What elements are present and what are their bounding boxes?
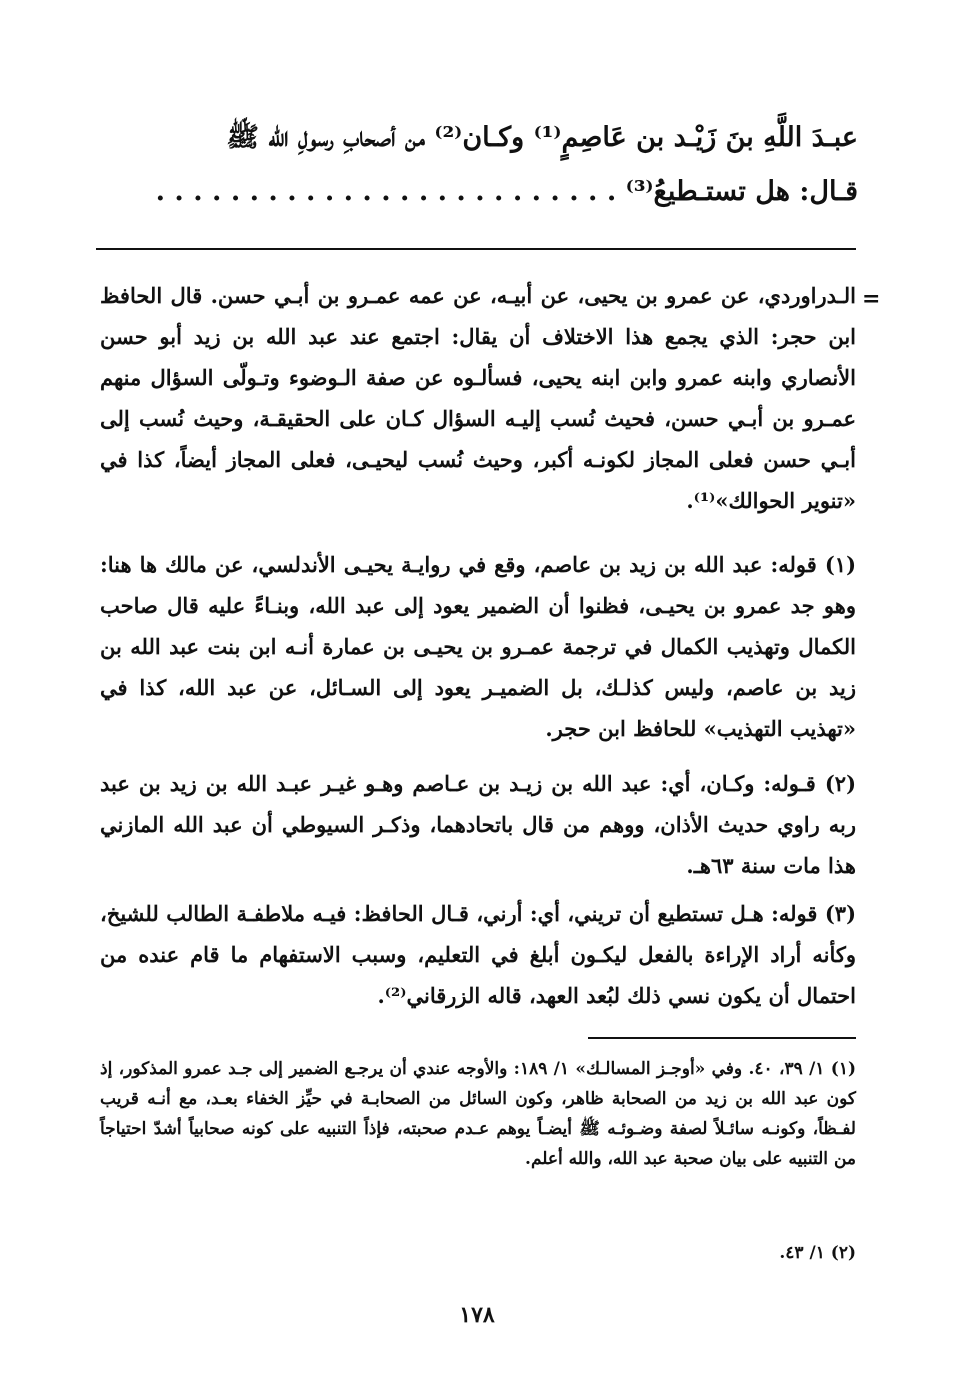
commentary-text: (١) قوله: عبد الله بن زيد بن عاصم، وقع في روايـة يحيـى الأندلسي، عن مالك ها هنا: وهو جد عمرو بن يحيـى، فظنوا أن الضمير يعود إلى عبد الله، وبنـاءً عليه قال صاحب الكمال وتهذيب الكمال في ترجمة عمـرو بن يحيـى بن عمارة أنـه ابن بنت عبد الله بن زيد بن عاصم، وليس كذلـك، بل الضميـر يعود إلى السـائل، عن عبد الله، كذا في «تهذيب التهذيب» للحافظ ابن حجر. xyxy=(100,552,856,741)
main-text-divider xyxy=(96,248,856,250)
commentary-text: الـدراوردي، عن عمرو بن يحيى، عن أبيـه، عن عمه عمـرو بن أبـي حسن. قال الحافظ ابن حجر: الذي يجمع هذا الاختلاف أن يقال: اجتمع عند عبد الله بن زيد أبو حسن الأنصاري وابنه عمرو وابن ابنه يحيى، فسألـوه عن صفة الـوضوء وتـولّى السؤال منهم عمـرو بن أبـي حسن، فحيث نُسب إليـه السؤال كـان على الحقيقـة، وحيث نُسب إلى أبـي حسن فعلى المجاز لكونـه أكبر، وحيث نُسب ليحيـى، فعلى المجاز أيضاً، كذا في «تنوير الحوالك»⁽¹⁾. xyxy=(100,283,856,513)
footnote-divider xyxy=(588,1037,856,1039)
commentary-paragraph-2 xyxy=(100,544,856,749)
commentary-paragraph-1 xyxy=(100,275,856,521)
page-number: ١٧٨ xyxy=(459,1302,495,1328)
commentary-text: (٣) قوله: هـل تستطيع أن تريني، أي: أرني، قـال الحافظ: فيـه ملاطفـة الطالب للشيخ، وكأنه أراد الإراءة بالفعل ليكـون أبلغ في التعليم، وسبب الاستفهام ما قام عنده من احتمال أن يكون نسي ذلك لبُعد العهد، قاله الزرقاني⁽²⁾. xyxy=(100,901,856,1008)
main-text-line-2 xyxy=(96,176,858,207)
footnote-text: (١) ١/ ٣٩، ٤٠. وفي «أوجـز المسالـك» ١/ ١٨٩: والأوجه عندي أن يرجـع الضمير إلى جـد عمرو المذكور، إذ كون عبد الله بن زيد من الصحابة ظاهر، وكون السائل من الصحابـة في حيِّز الخفاء بعـد، مع أنـه قريب لفـظاً، وكونـه سائـلاً لصفة وضـوئـه ﷺ أيضـاً يوهم عـدم صحبته، فإذاً التنبيه على كونه صحابياً أشدّ احتياجاً من التنبيه على بيان صحبة عبد الله، والله أعلم. xyxy=(100,1059,856,1169)
footnote-text: (٢) ١/ ٤٣. xyxy=(779,1243,856,1263)
commentary-paragraph-4 xyxy=(100,893,856,1016)
main-text-dots: . . . . . . . . . . . . . . . . . . . . . . . . . xyxy=(155,176,617,207)
main-text-line-2-words: قـال: هل تستـطيعُ⁽³⁾ xyxy=(625,176,858,207)
main-text-line-1: عبـدَ اللَّهِ بنَ زَيْـد بن عَاصِمٍ⁽¹⁾ وكـان⁽²⁾ من أصحابِ رسولِ الله ﷺ xyxy=(226,122,858,153)
footnote-1 xyxy=(100,1054,856,1174)
continuation-mark: = xyxy=(862,286,881,312)
commentary-paragraph-3 xyxy=(100,763,856,886)
footnote-2 xyxy=(100,1238,856,1268)
commentary-text: (٢) قـوله: وكـان، أي: عبد الله بن زيـد بن عـاصم وهـو غيـر عبـد الله بن زيد بن عبد ربه راوي حديث الأذان، ووهم من قال باتحادهما، وذكـر السيوطي أن عبد الله المازني هذا مات سنة ٦٣هـ. xyxy=(100,771,856,878)
